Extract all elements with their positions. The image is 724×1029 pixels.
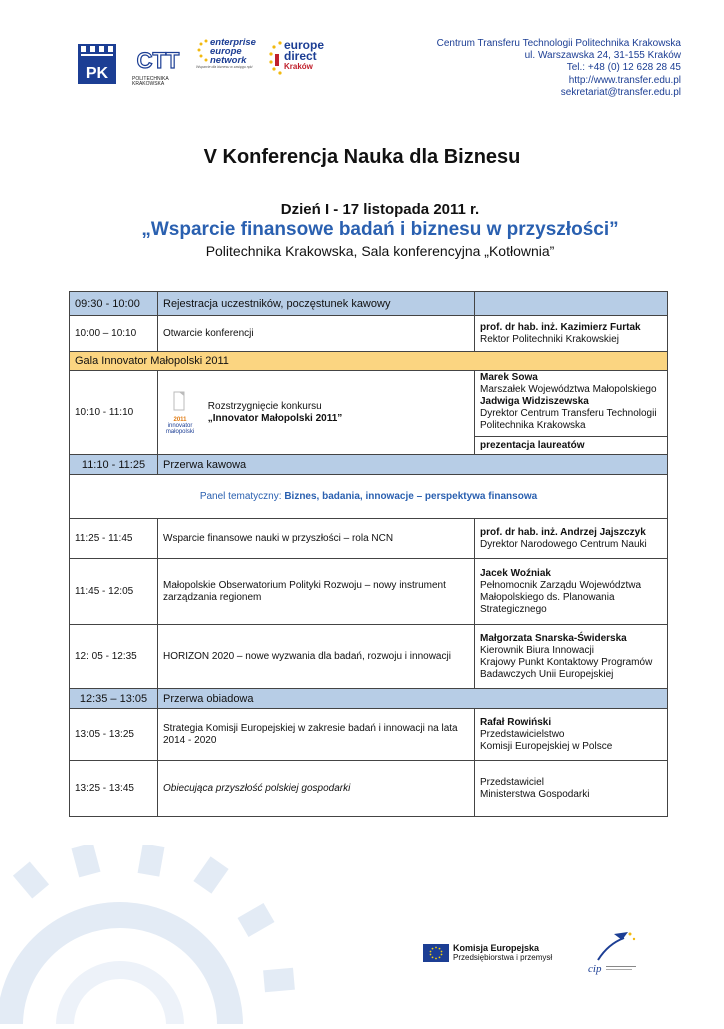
- ec-name: Komisja Europejska: [453, 943, 540, 953]
- speaker-name: prof. dr hab. inż. Andrzej Jajszczyk: [480, 526, 646, 538]
- schedule-table: [69, 291, 668, 817]
- table-row: [70, 689, 668, 709]
- table-row: [70, 352, 668, 371]
- speaker-name: Rafał Rowiński: [480, 716, 552, 728]
- speaker-cell: [475, 371, 668, 455]
- eu-flag-icon: [423, 944, 449, 962]
- speaker-role: Marszałek Województwa Małopolskiego: [480, 384, 657, 395]
- table-row: [70, 761, 668, 817]
- speaker-role: Kierownik Biura Innowacji: [480, 644, 594, 656]
- speaker-cell: [475, 625, 668, 689]
- een-line-2: europe: [210, 46, 242, 57]
- pk-logo: [78, 44, 116, 84]
- section-header: Gala Innovator Małopolski 2011: [70, 352, 668, 371]
- break-cell: Przerwa obiadowa: [158, 689, 668, 709]
- time-cell: 09:30 - 10:00: [70, 292, 158, 316]
- speaker-name: Małgorzata Snarska-Świderska: [480, 632, 627, 644]
- speaker-role: Politechnika Krakowska: [480, 420, 586, 431]
- speaker-name: Jadwiga Widziszewska: [480, 396, 589, 407]
- innovator-year: 2011: [173, 416, 187, 423]
- speaker-cell: [475, 292, 668, 316]
- venue-line: Politechnika Krakowska, Sala konferencyjna „Kotłownia”: [205, 243, 555, 259]
- table-row: [70, 316, 668, 352]
- agenda-line-bold: „Innovator Małopolski 2011”: [207, 412, 343, 424]
- ed-line-1: europe: [283, 38, 324, 52]
- table-row: [70, 519, 668, 559]
- speaker-role: Małopolskiego ds. Planowania: [480, 591, 615, 603]
- table-row: [70, 475, 668, 519]
- time-cell: 11:10 - 11:25: [70, 455, 158, 475]
- agenda-cell: Strategia Komisji Europejskiej w zakresie badań i innowacji na lata 2014 - 2020: [158, 709, 475, 761]
- agenda-line: Rozstrzygnięcie konkursu: [207, 400, 322, 412]
- contact-phone: Tel.: +48 (0) 12 628 28 45: [566, 62, 681, 74]
- innovator-name-2: małopolski: [165, 428, 195, 435]
- time-cell: 12: 05 - 12:35: [70, 625, 158, 689]
- cip-logo: [584, 930, 644, 980]
- svg-text:PK: PK: [85, 65, 109, 82]
- panel-prefix: Panel tematyczny:: [199, 490, 282, 502]
- table-row: [70, 455, 668, 475]
- agenda-cell: Wsparcie finansowe nauki w przyszłości – rola NCN: [158, 519, 475, 559]
- table-row: [70, 559, 668, 625]
- innovator-logo: [163, 391, 197, 435]
- speaker-role: Dyrektor Centrum Transferu Technologii: [480, 408, 657, 419]
- ec-subtitle: Przedsiębiorstwa i przemysł: [453, 953, 553, 962]
- speaker-role: Dyrektor Narodowego Centrum Nauki: [480, 538, 647, 550]
- speaker-role: Przedstawiciel: [480, 776, 544, 788]
- agenda-cell: Małopolskie Obserwatorium Polityki Rozwoju – nowy instrument zarządzania regionem: [158, 559, 475, 625]
- speaker-role: Rektor Politechniki Krakowskiej: [480, 333, 619, 345]
- speaker-cell: [475, 316, 668, 352]
- speaker-name: Marek Sowa: [480, 372, 538, 383]
- ctt-subtitle: POLITECHNIKA KRAKOWSKA: [132, 76, 169, 87]
- european-commission-logo: [423, 943, 552, 962]
- svg-text:CTT: CTT: [136, 48, 180, 72]
- agenda-cell: Obiecująca przyszłość polskiej gospodarki: [158, 761, 475, 817]
- gear-watermark: [0, 845, 330, 1024]
- speaker-cell: [475, 519, 668, 559]
- innovator-name-1: innovator: [167, 422, 193, 429]
- page-title: V Konferencja Nauka dla Biznesu: [203, 146, 521, 168]
- agenda-cell: HORIZON 2020 – nowe wyzwania dla badań, rozwoju i innowacji: [158, 625, 475, 689]
- table-row: [70, 371, 668, 455]
- contact-website-link[interactable]: http://www.transfer.edu.pl: [568, 74, 681, 86]
- conference-subtitle: „Wsparcie finansowe badań i biznesu w przyszłości”: [141, 219, 619, 240]
- contact-email-link[interactable]: sekretariat@transfer.edu.pl: [560, 86, 681, 98]
- speaker-role: Strategicznego: [480, 603, 547, 615]
- time-cell: 13:25 - 13:45: [70, 761, 158, 817]
- een-line-3: network: [210, 55, 247, 66]
- ed-stars-icon: [268, 40, 284, 80]
- day-line: Dzień I - 17 listopada 2011 r.: [280, 201, 480, 218]
- speaker-cell: [475, 761, 668, 817]
- time-cell: 12:35 – 13:05: [70, 689, 158, 709]
- een-tagline: Wsparcie dla biznesu w zasięgu ręki: [196, 65, 253, 69]
- contact-block: [437, 38, 681, 99]
- agenda-cell: [158, 371, 475, 455]
- svg-text:cip: cip: [588, 963, 602, 975]
- time-cell: 11:45 - 12:05: [70, 559, 158, 625]
- ed-city: Kraków: [283, 62, 313, 71]
- speaker-role: Badawczych Unii Europejskiej: [480, 668, 614, 680]
- speaker-cell: [475, 559, 668, 625]
- contact-address: ul. Warszawska 24, 31-155 Kraków: [524, 50, 681, 62]
- speaker-name: Jacek Woźniak: [480, 567, 551, 579]
- time-cell: 11:25 - 11:45: [70, 519, 158, 559]
- speaker-role: Komisji Europejskiej w Polsce: [480, 740, 613, 752]
- speaker-role: Krajowy Punkt Kontaktowy Programów: [480, 656, 653, 668]
- panel-topic: Biznes, badania, innowacje – perspektywa finansowa: [284, 490, 538, 502]
- panel-header: [70, 475, 668, 519]
- speaker-role: Ministerstwa Gospodarki: [480, 788, 590, 800]
- europe-direct-logo: [268, 40, 324, 86]
- table-row: [70, 709, 668, 761]
- laureates-label: prezentacja laureatów: [480, 440, 585, 451]
- contact-org: Centrum Transferu Technologii Politechnika Krakowska: [436, 38, 681, 49]
- ctt-logo: [132, 48, 184, 87]
- een-line-1: enterprise: [210, 37, 256, 48]
- speaker-role: Pełnomocnik Zarządu Województwa: [480, 579, 642, 591]
- agenda-cell: Otwarcie konferencji: [158, 316, 475, 352]
- een-stars-icon: [196, 38, 210, 64]
- ed-line-2: direct: [283, 49, 317, 63]
- time-cell: 13:05 - 13:25: [70, 709, 158, 761]
- table-row: [70, 292, 668, 316]
- time-cell: 10:10 - 11:10: [70, 371, 158, 455]
- speaker-cell: [475, 709, 668, 761]
- innovator-mark-icon: [170, 391, 190, 413]
- een-logo: [196, 38, 262, 96]
- speaker-role: Przedstawicielstwo: [480, 728, 565, 740]
- break-cell: Przerwa kawowa: [158, 455, 668, 475]
- agenda-cell: Rejestracja uczestników, poczęstunek kawowy: [158, 292, 475, 316]
- speaker-name: prof. dr hab. inż. Kazimierz Furtak: [480, 321, 641, 333]
- table-row: [70, 625, 668, 689]
- time-cell: 10:00 – 10:10: [70, 316, 158, 352]
